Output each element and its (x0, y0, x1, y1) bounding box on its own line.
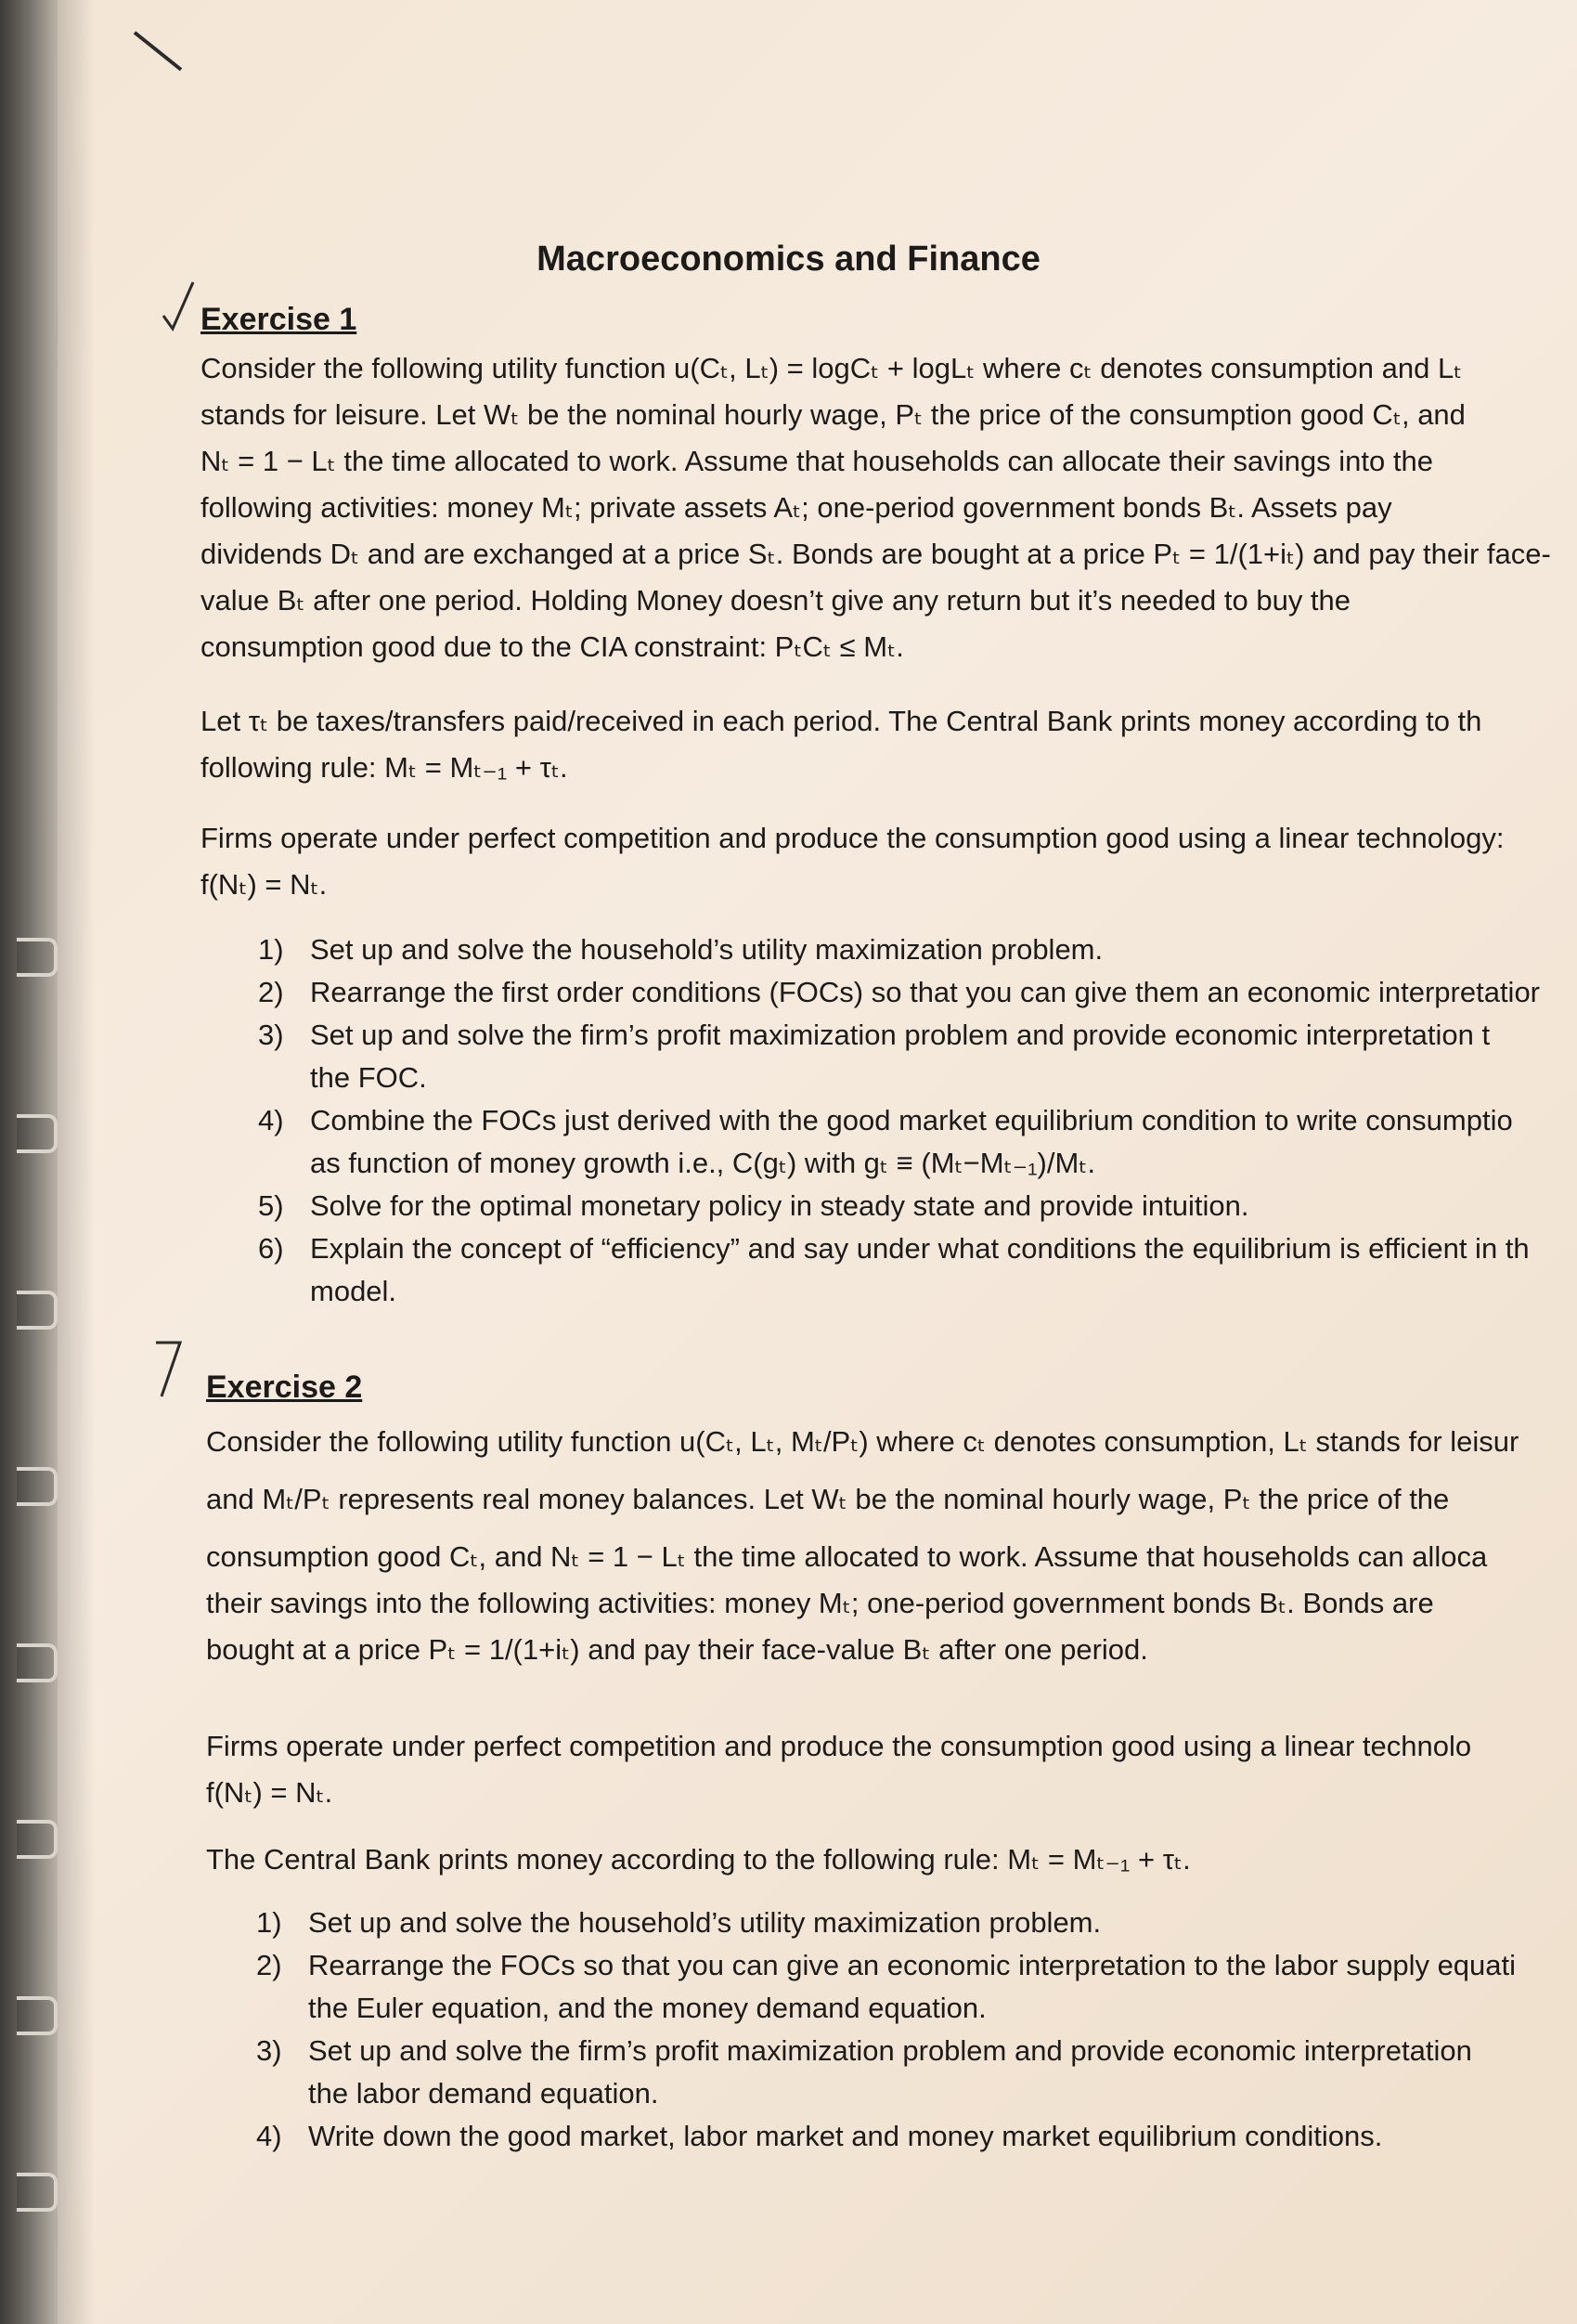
text-line: The Central Bank prints money according to the following rule: Mₜ = Mₜ₋₁ + τₜ. (206, 1843, 1191, 1876)
item-text: Combine the FOCs just derived with the good market equilibrium condition to write consumptio (310, 1104, 1513, 1136)
item-number: 2) (258, 976, 284, 1008)
item-text-continued: the Euler equation, and the money demand equation. (308, 1992, 987, 2024)
item-text: Set up and solve the firm’s profit maximization problem and provide economic interpretation (308, 2034, 1472, 2067)
item-number: 3) (256, 2034, 282, 2067)
item-number: 5) (258, 1189, 284, 1222)
text-line: value Bₜ after one period. Holding Money doesn’t give any return but it’s needed to buy the (200, 584, 1351, 617)
exercise-1-taxes-paragraph (200, 698, 1481, 791)
text-line: Firms operate under perfect competition and produce the consumption good using a linear technology: (200, 822, 1505, 854)
exercise-2-questions (256, 1902, 1516, 2158)
list-item (258, 928, 1540, 971)
item-number: 4) (258, 1104, 284, 1136)
exercise-2-heading: Exercise 2 (206, 1370, 363, 1405)
text-line: Consider the following utility function u(Cₜ, Lₜ, Mₜ/Pₜ) where cₜ denotes consumption, Lₜ stands for leisur (206, 1425, 1519, 1458)
item-number: 4) (256, 2120, 282, 2152)
page-title: Macroeconomics and Finance (536, 240, 1041, 279)
exercise-2-firms-paragraph (206, 1723, 1471, 1816)
item-number: 6) (258, 1232, 284, 1265)
text-line: bought at a price Pₜ = 1/(1+iₜ) and pay their face-value Bₜ after one period. (206, 1633, 1148, 1666)
exercise-1-heading: Exercise 1 (200, 302, 357, 337)
list-item (258, 1099, 1540, 1185)
text-line: Firms operate under perfect competition and produce the consumption good using a linear technolo (206, 1730, 1472, 1762)
item-text-continued: as function of money growth i.e., C(gₜ) with gₜ ≡ (Mₜ−Mₜ₋₁)/Mₜ. (310, 1147, 1096, 1179)
text-line: and Mₜ/Pₜ represents real money balances. Let Wₜ be the nominal hourly wage, Pₜ the price of the (206, 1483, 1450, 1515)
text-line: Let τₜ be taxes/transfers paid/received in each period. The Central Bank prints money according to th (200, 705, 1482, 737)
text-line: consumption good due to the CIA constraint: PₜCₜ ≤ Mₜ. (200, 630, 904, 663)
item-text-continued: the labor demand equation. (308, 2077, 659, 2110)
list-item (256, 2115, 1516, 2158)
item-text: Write down the good market, labor market and money market equilibrium conditions. (308, 2120, 1383, 2152)
item-text-continued: model. (310, 1275, 397, 1307)
text-line: following rule: Mₜ = Mₜ₋₁ + τₜ. (200, 751, 568, 784)
exercise-2-central-bank-paragraph (206, 1837, 1191, 1883)
list-item (256, 2030, 1516, 2115)
text-line: stands for leisure. Let Wₜ be the nominal hourly wage, Pₜ the price of the consumption good Cₜ, and (200, 398, 1466, 431)
text-line: following activities: money Mₜ; private assets Aₜ; one-period government bonds Bₜ. Assets pay (200, 491, 1392, 524)
text-line: consumption good Cₜ, and Nₜ = 1 − Lₜ the time allocated to work. Assume that households can alloca (206, 1540, 1488, 1573)
item-text: Solve for the optimal monetary policy in steady state and provide intuition. (310, 1189, 1249, 1222)
item-number: 1) (256, 1906, 282, 1939)
exercise-1-questions (258, 928, 1540, 1313)
list-item (258, 1227, 1540, 1313)
list-item (256, 1902, 1516, 1944)
list-item (258, 971, 1540, 1014)
text-line: their savings into the following activities: money Mₜ; one-period government bonds Bₜ. Bonds are (206, 1587, 1434, 1619)
item-text: Set up and solve the household’s utility maximization problem. (310, 933, 1104, 966)
list-item (258, 1185, 1540, 1227)
exercise-2-intro (206, 1419, 1519, 1673)
item-number: 3) (258, 1019, 284, 1051)
list-item (258, 1014, 1540, 1099)
item-text: Rearrange the FOCs so that you can give an economic interpretation to the labor supply equati (308, 1949, 1517, 1981)
text-line: Consider the following utility function u(Cₜ, Lₜ) = logCₜ + logLₜ where cₜ denotes consumption and Lₜ (200, 352, 1463, 384)
item-text: Set up and solve the household’s utility maximization problem. (308, 1906, 1102, 1939)
list-item (256, 1944, 1516, 2030)
exercise-1-firms-paragraph (200, 815, 1504, 908)
item-text: Rearrange the first order conditions (FOCs) so that you can give them an economic interpretatior (310, 976, 1541, 1008)
item-number: 1) (258, 933, 284, 966)
text-line: f(Nₜ) = Nₜ. (206, 1776, 333, 1809)
item-text-continued: the FOC. (310, 1061, 427, 1094)
text-line: Nₜ = 1 − Lₜ the time allocated to work. Assume that households can allocate their savings into the (200, 445, 1433, 477)
text-line: dividends Dₜ and are exchanged at a price Sₜ. Bonds are bought at a price Pₜ = 1/(1+iₜ) and pay their face- (200, 538, 1551, 570)
text-line: f(Nₜ) = Nₜ. (200, 868, 328, 901)
exercise-1-intro (200, 345, 1551, 670)
item-text: Set up and solve the firm’s profit maximization problem and provide economic interpretation t (310, 1019, 1491, 1051)
item-number: 2) (256, 1949, 282, 1981)
item-text: Explain the concept of “efficiency” and say under what conditions the equilibrium is efficient in th (310, 1232, 1530, 1265)
